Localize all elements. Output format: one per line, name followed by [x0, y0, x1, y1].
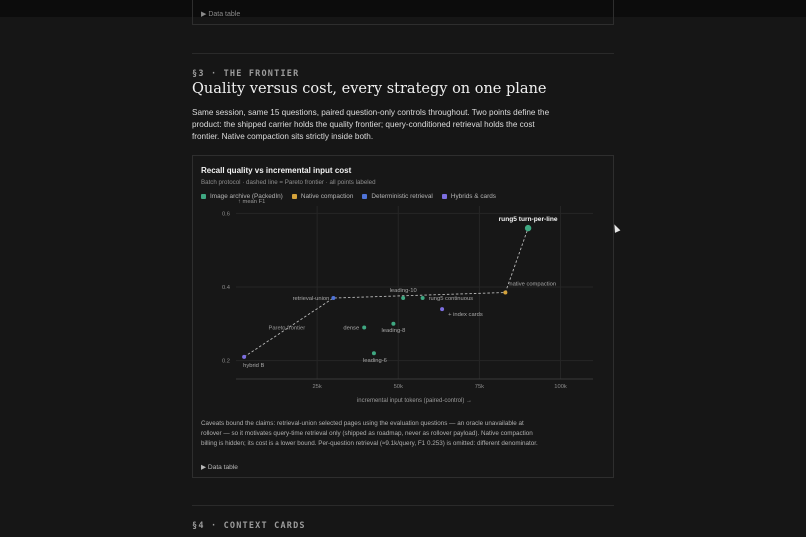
- y-tick-label: 0.6: [221, 211, 230, 218]
- scatter-chart: [193, 156, 613, 406]
- data-point: [401, 296, 405, 300]
- legend-label: Native compaction: [300, 193, 354, 200]
- data-point: [331, 296, 335, 300]
- section-lead-paragraph: Same session, same 15 questions, paired question-only controls throughout. Two points define the product: the shipped carrier holds the quality frontier; query-conditioned retrieval holds the cost frontier. Native compaction sits strictly inside both.: [192, 108, 550, 141]
- y-tick-label: 0.2: [221, 358, 230, 365]
- data-point: [391, 322, 395, 326]
- x-tick-label: 25k: [312, 384, 322, 390]
- next-section-eyebrow: §4 · CONTEXT CARDS: [192, 521, 306, 531]
- data-point-label: rung5 turn-per-line: [498, 216, 558, 224]
- data-point: [362, 325, 366, 329]
- section-divider-2: [192, 505, 614, 506]
- data-point-label: + index cards: [448, 312, 483, 319]
- data-point: [503, 291, 507, 295]
- pareto-frontier-annotation: Pareto frontier: [268, 325, 306, 332]
- previous-data-table-toggle[interactable]: ▶ Data table: [201, 11, 241, 18]
- y-axis-label: ↑ mean F1: [238, 199, 266, 205]
- data-point-label: leading-8: [381, 327, 406, 334]
- data-point: [242, 355, 246, 359]
- section-eyebrow: §3 · THE FRONTIER: [192, 69, 300, 79]
- data-point-label: leading-6: [363, 358, 387, 365]
- data-point-label: native compaction: [509, 281, 557, 288]
- chart-subtitle: Batch protocol · dashed line = Pareto frontier · all points labeled: [201, 179, 376, 186]
- legend-label: Image archive (PackedIn): [210, 193, 283, 200]
- x-tick-label: 50k: [393, 384, 403, 390]
- x-tick-label: 100k: [554, 384, 567, 390]
- data-point-label: dense: [343, 325, 360, 332]
- chart-caveat-text: Caveats bound the claims: retrieval-union selected pages using the evaluation questions — an oracle unavailable at rollover — so it motivates query-time retrieval only (shipped as roadmap, never as rollover payload). Native compaction billing is hidden; its cost is a lower bound. Per-question retrieval (≈9.1k/query, F1 0.253) is omitted: different denominator.: [201, 420, 538, 447]
- data-point: [372, 351, 376, 355]
- x-tick-label: 75k: [474, 384, 485, 390]
- legend-label: Deterministic retrieval: [371, 193, 433, 200]
- y-tick-label: 0.4: [221, 284, 230, 291]
- pareto-frontier-line: [244, 228, 528, 357]
- legend-label: Hybrids & cards: [450, 193, 496, 200]
- data-point: [440, 307, 444, 311]
- section-divider: [192, 53, 614, 54]
- section-heading: Quality versus cost, every strategy on one plane: [192, 81, 547, 97]
- data-point: [525, 225, 531, 231]
- data-point-label: rung5 continuous: [428, 296, 474, 303]
- previous-chart-card: [192, 0, 614, 25]
- data-point: [421, 296, 425, 300]
- data-point-label: retrieval-union: [292, 296, 330, 303]
- data-point-label: leading-10: [389, 288, 417, 295]
- chart-card: [192, 155, 614, 478]
- x-axis-label: incremental input tokens (paired-control) →: [356, 398, 473, 404]
- data-table-toggle[interactable]: ▶ Data table: [201, 464, 238, 471]
- data-point-label: hybrid B: [243, 362, 265, 369]
- chart-title: Recall quality vs incremental input cost: [201, 166, 352, 175]
